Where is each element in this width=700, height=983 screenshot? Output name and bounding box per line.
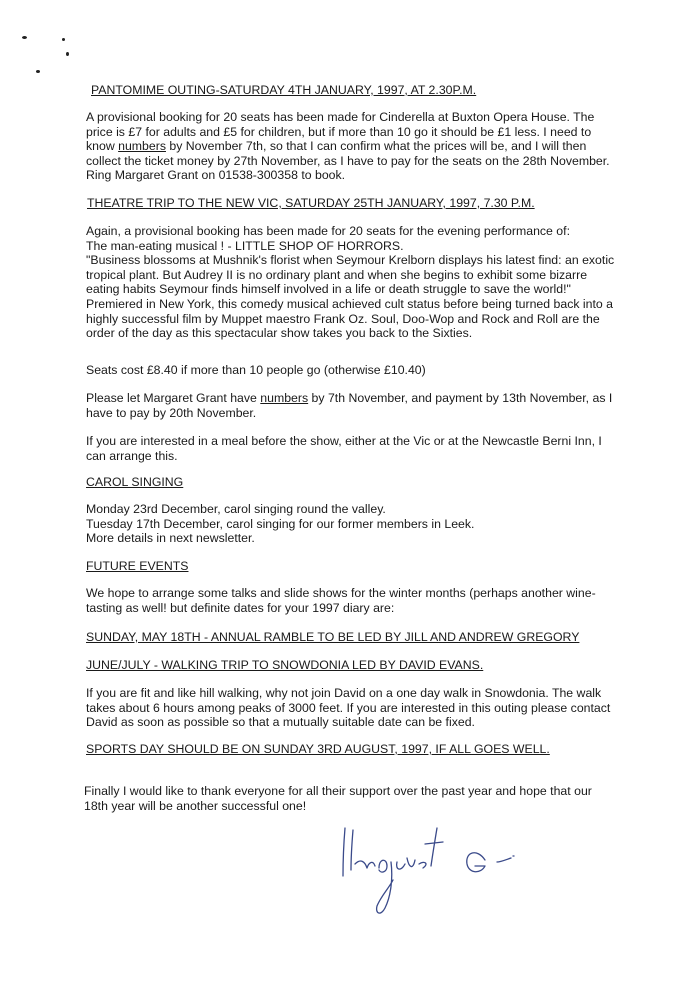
theatre-meal-text: If you are interested in a meal before the show, either at the Vic or at the Newcastle Berni Inn, I can arrange this. — [86, 434, 602, 463]
closing-text: Finally I would like to thank everyone for all their support over the past year and hope that our 18th year will be another successful one! — [84, 784, 592, 813]
snowdonia-paragraph — [86, 686, 616, 730]
pantomime-numbers-underlined: numbers — [118, 139, 166, 154]
future-heading: FUTURE EVENTS — [86, 559, 189, 573]
snowdonia-heading: JUNE/JULY - WALKING TRIP TO SNOWDONIA LED BY DAVID EVANS. — [86, 658, 484, 672]
theatre-price — [86, 363, 616, 378]
carol-details — [86, 502, 616, 546]
carol-line-2: Tuesday 17th December, carol singing for our former members in Leek. — [86, 516, 475, 531]
ramble-heading: SUNDAY, MAY 18TH - ANNUAL RAMBLE TO BE LED BY JILL AND ANDREW GREGORY — [86, 630, 580, 644]
pantomime-text-b: by November 7th, so that I can confirm what the prices will be, and I will then collect the ticket money by 27th November, as I have to pay for the seats on the 28th November. Ring Margaret Grant on 01538-300358 to book. — [86, 139, 610, 183]
carol-line-1: Monday 23rd December, carol singing round the valley. — [86, 502, 386, 516]
theatre-meal — [86, 434, 616, 463]
pantomime-text-a: A provisional booking for 20 seats has been made for Cinderella at Buxton Opera House. The price is £7 for adults and £5 for children, but if more than 10 go it should be £1 less. I need to know — [86, 110, 595, 154]
carol-line-3: More details in next newsletter. — [86, 531, 255, 546]
scan-speck — [22, 36, 27, 39]
theatre-numbers — [86, 391, 616, 420]
theatre-booking-line: Again, a provisional booking has been made for 20 seats for the evening performance of: — [86, 224, 570, 238]
carol-heading: CAROL SINGING — [86, 475, 184, 489]
snowdonia-text: If you are fit and like hill walking, why not join David on a one day walk in Snowdonia. The walk takes about 6 hours among peaks of 3000 feet. If you are interested in this outing please contact David as soon as possible so that a mutually suitable date can be fixed. — [86, 686, 611, 730]
theatre-numbers-b: by 7th November, and payment by 13th November, as I have to pay by 20th November. — [86, 391, 613, 420]
scan-speck — [62, 38, 65, 41]
closing-paragraph — [84, 784, 614, 813]
scan-speck — [36, 70, 40, 73]
theatre-numbers-underlined: numbers — [260, 391, 309, 405]
theatre-show-title: The man-eating musical ! - LITTLE SHOP OF HORRORS. — [86, 238, 404, 253]
pantomime-paragraph — [86, 110, 616, 183]
handwritten-signature — [335, 818, 545, 928]
theatre-quote: "Business blossoms at Mushnik's florist when Seymour Krelborn displays his latest find: an exotic tropical plant. But Audrey II is no ordinary plant and when she begins to exhibit some bizarre eating habits Seymour finds himself involved in a life or death struggle to save the world!" — [86, 253, 615, 297]
future-intro-text: We hope to arrange some talks and slide shows for the winter months (perhaps another wine-tasting as well! but definite dates for your 1997 diary are: — [86, 586, 596, 615]
scan-speck — [66, 52, 69, 56]
theatre-numbers-a: Please let Margaret Grant have — [86, 391, 261, 405]
theatre-premiere: Premiered in New York, this comedy musical achieved cult status before being turned back into a highly successful film by Muppet maestro Frank Oz. Soul, Doo-Wop and Rock and Roll are the order of the day as this spectacular show takes you back to the Sixties. — [86, 296, 613, 341]
sports-day-heading: SPORTS DAY SHOULD BE ON SUNDAY 3RD AUGUST, 1997, IF ALL GOES WELL. — [86, 742, 550, 756]
future-intro — [86, 586, 616, 615]
theatre-heading: THEATRE TRIP TO THE NEW VIC, SATURDAY 25TH JANUARY, 1997, 7.30 P.M. — [87, 196, 535, 210]
theatre-intro — [86, 224, 616, 341]
theatre-seats-cost: Seats cost £8.40 if more than 10 people go (otherwise £10.40) — [86, 363, 426, 377]
pantomime-heading: PANTOMIME OUTING-SATURDAY 4TH JANUARY, 1997, AT 2.30P.M. — [91, 83, 477, 97]
